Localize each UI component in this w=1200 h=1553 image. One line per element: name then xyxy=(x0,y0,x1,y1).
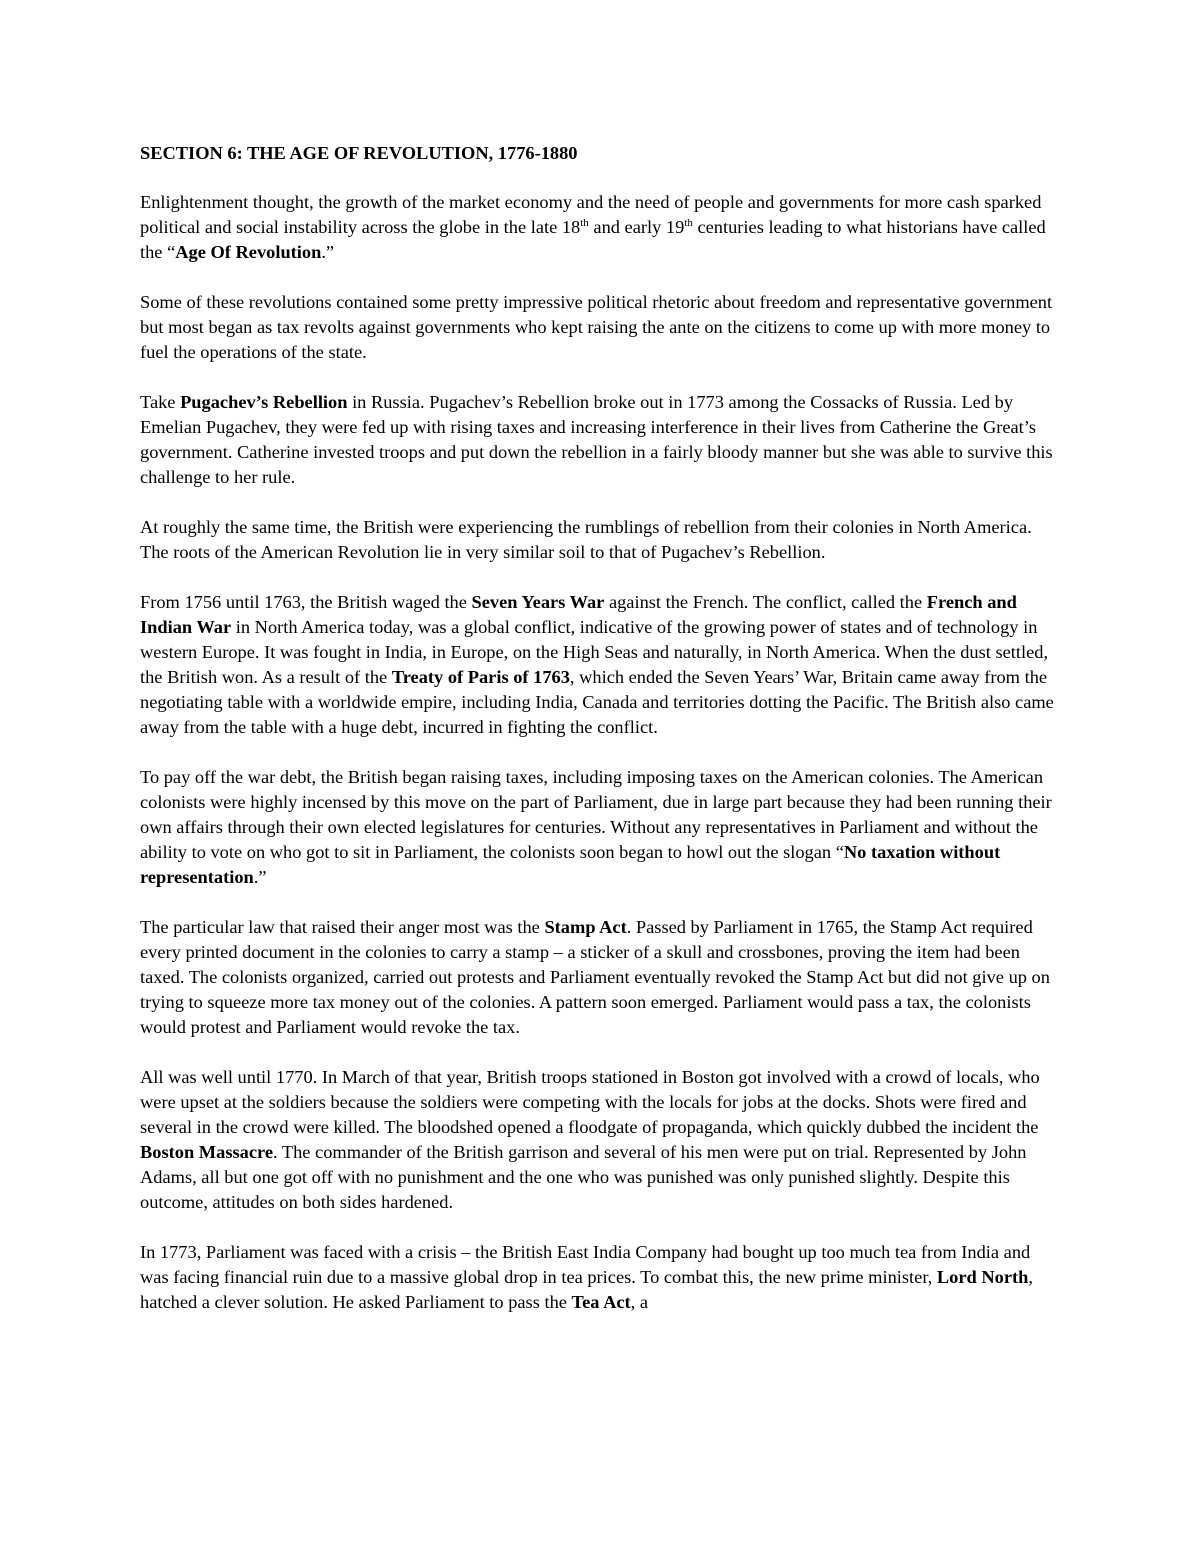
bold-term: Tea Act xyxy=(571,1292,631,1312)
paragraph-text: . The commander of the British garrison and several of his men were put on trial. Represented by John Adams, all but one got off with no punishment and the one who was punished was only punished slightly. Despite this outcome, attitudes on both sides hardened. xyxy=(140,1142,1027,1212)
paragraph-3 xyxy=(140,390,1060,490)
bold-term: French and Indian War xyxy=(140,592,1017,637)
paragraph-text: . Passed by Parliament in 1765, the Stamp Act required every printed document in the colonies to carry a stamp – a sticker of a skull and crossbones, proving the item had been taxed. The colonists organized, carried out protests and Parliament eventually revoked the Stamp Act but did not give up on trying to squeeze more tax money out of the colonies. A pattern soon emerged. Parliament would pass a tax, the colonists would protest and Parliament would revoke the tax. xyxy=(140,917,1050,1037)
paragraph-text: in North America today, was a global conflict, indicative of the growing power of states and of technology in western Europe. It was fought in India, in Europe, on the High Seas and naturally, in North America. When the dust settled, the British won. As a result of the xyxy=(140,617,1049,687)
bold-term: Treaty of Paris of 1763 xyxy=(391,667,570,687)
section-title: SECTION 6: THE AGE OF REVOLUTION, 1776-1880 xyxy=(140,143,578,163)
paragraph-5 xyxy=(140,590,1060,740)
paragraph-1 xyxy=(140,190,1060,265)
paragraph-text: in Russia. Pugachev’s Rebellion broke out in 1773 among the Cossacks of Russia. Led by Emelian Pugachev, they were fed up with rising taxes and increasing interference in their lives from Catherine the Great’s government. Catherine invested troops and put down the rebellion in a fairly bloody manner but she was able to survive this challenge to her rule. xyxy=(140,392,1053,487)
paragraph-text: , hatched a clever solution. He asked Parliament to pass the xyxy=(140,1267,1033,1312)
paragraph-2 xyxy=(140,290,1060,365)
paragraph-text: Enlightenment thought, the growth of the market economy and the need of people and governments for more cash sparked political and social instability across the globe in the late 18 xyxy=(140,192,1042,237)
superscript-text: th xyxy=(684,217,693,229)
paragraph-text: Some of these revolutions contained some pretty impressive political rhetoric about freedom and representative government but most began as tax revolts against governments who kept raising the ante on the citizens to come up with more money to fuel the operations of the state. xyxy=(140,292,1053,362)
paragraph-text: In 1773, Parliament was faced with a crisis – the British East India Company had bought up too much tea from India and was facing financial ruin due to a massive global drop in tea prices. To combat this, the new prime minister, xyxy=(140,1242,1031,1287)
paragraph-text: At roughly the same time, the British were experiencing the rumblings of rebellion from their colonies in North America. The roots of the American Revolution lie in very similar soil to that of Pugachev’s Rebellion. xyxy=(140,517,1032,562)
paragraph-text: centuries leading to what historians have called the “ xyxy=(140,217,1046,262)
superscript-text: th xyxy=(580,217,589,229)
bold-term: Seven Years War xyxy=(471,592,605,612)
paragraph-text: The particular law that raised their anger most was the xyxy=(140,917,545,937)
paragraph-text: , which ended the Seven Years’ War, Britain came away from the negotiating table with a worldwide empire, including India, Canada and territories dotting the Pacific. The British also came away from the table with a huge debt, incurred in fighting the conflict. xyxy=(140,667,1054,737)
bold-term: Pugachev’s Rebellion xyxy=(180,392,348,412)
bold-term: Age Of Revolution xyxy=(175,242,322,262)
document-body xyxy=(140,190,1060,1315)
paragraph-4 xyxy=(140,515,1060,565)
paragraph-text: To pay off the war debt, the British began raising taxes, including imposing taxes on the American colonies. The American colonists were highly incensed by this move on the part of Parliament, due in large part because they had been running their own affairs through their own elected legislatures for centuries. Without any representatives in Parliament and without the ability to vote on who got to sit in Parliament, the colonists soon began to howl out the slogan “ xyxy=(140,767,1052,862)
bold-term: Lord North xyxy=(936,1267,1029,1287)
bold-term: Boston Massacre xyxy=(140,1142,273,1162)
paragraph-text: From 1756 until 1763, the British waged the xyxy=(140,592,472,612)
paragraph-text: , a xyxy=(630,1292,648,1312)
paragraph-6 xyxy=(140,765,1060,890)
paragraph-text: and early 19 xyxy=(588,217,685,237)
paragraph-text: Take xyxy=(140,392,181,412)
paragraph-text: .” xyxy=(253,867,267,887)
document-page xyxy=(140,141,1060,1315)
paragraph-text: All was well until 1770. In March of that year, British troops stationed in Boston got involved with a crowd of locals, who were upset at the soldiers because the soldiers were competing with the locals for jobs at the docks. Shots were fired and several in the crowd were killed. The bloodshed opened a floodgate of propaganda, which quickly dubbed the incident the xyxy=(140,1067,1040,1137)
bold-term: No taxation without representation xyxy=(140,842,1001,887)
paragraph-text: against the French. The conflict, called the xyxy=(604,592,927,612)
paragraph-7 xyxy=(140,915,1060,1040)
paragraph-text: .” xyxy=(321,242,335,262)
paragraph-9 xyxy=(140,1240,1060,1315)
paragraph-8 xyxy=(140,1065,1060,1215)
bold-term: Stamp Act xyxy=(544,917,627,937)
